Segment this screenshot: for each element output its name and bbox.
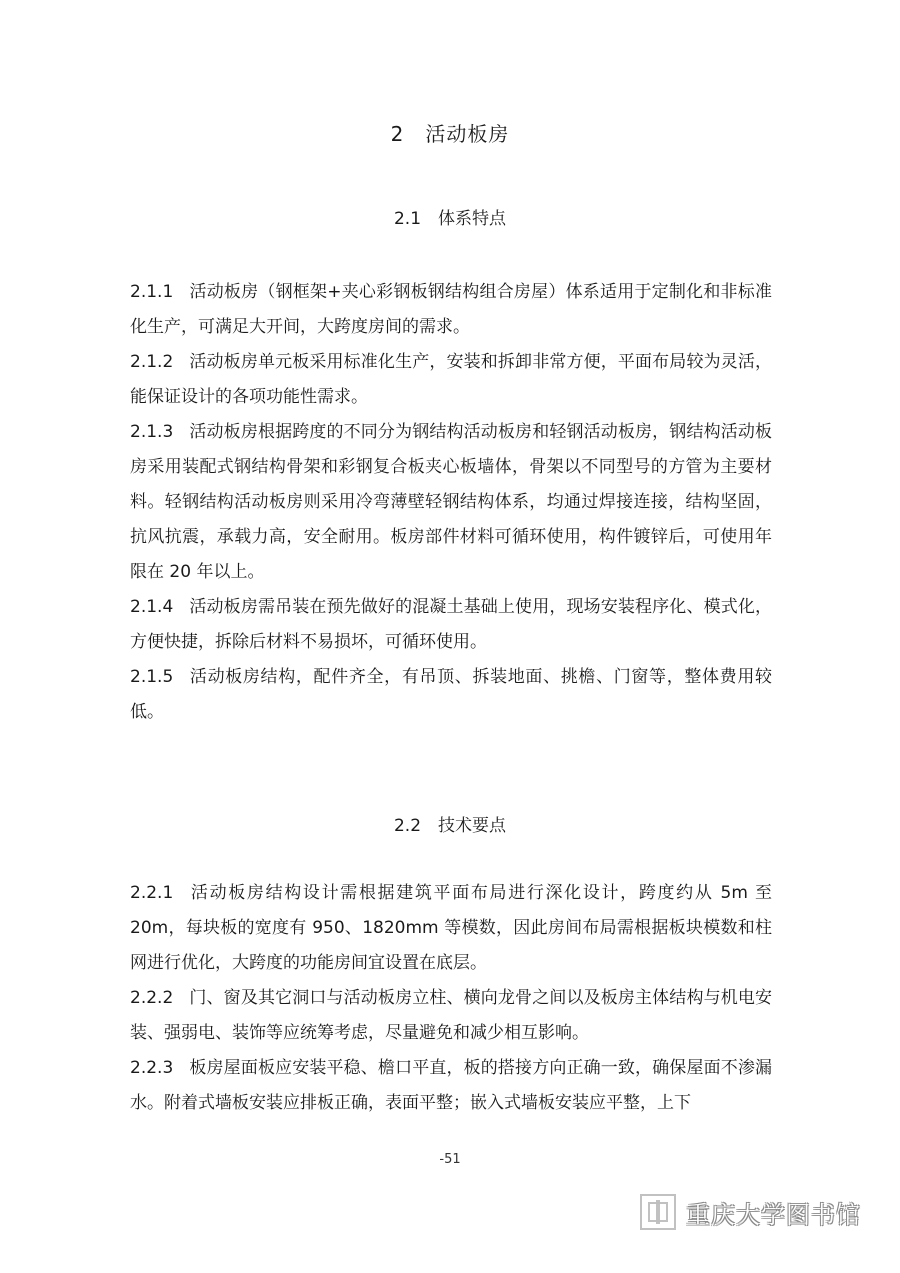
section-title-2-2: 2.2 技术要点 (393, 816, 507, 836)
clause (130, 981, 772, 1051)
clause (130, 345, 772, 415)
clause-number: 2.1.5 (130, 667, 174, 687)
clause (130, 275, 772, 345)
clause-text: 门、窗及其它洞口与活动板房立柱、横向龙骨之间以及板房主体结构与机电安装、强弱电、装饰等应统筹考虑，尽量避免和减少相互影响。 (130, 988, 772, 1043)
clause-number: 2.1.2 (130, 352, 174, 372)
clause-number: 2.1.1 (130, 282, 174, 302)
clause-text: 活动板房结构设计需根据建筑平面布局进行深化设计，跨度约从 5m 至 20m，每块板的宽度有 950、1820mm 等模数，因此房间布局需根据板块模数和柱网进行优化，大跨度的功能房间宜设置在底层。 (130, 883, 772, 973)
clause (130, 1051, 772, 1121)
clause-number: 2.1.4 (130, 597, 174, 617)
clause-text: 板房屋面板应安装平稳、檐口平直，板的搭接方向正确一致，确保屋面不渗漏水。附着式墙板安装应排板正确，表面平整；嵌入式墙板安装应平整，上下 (130, 1058, 772, 1113)
section-body-2-2 (130, 876, 772, 1121)
library-name: 重庆大学图书馆 (686, 1200, 861, 1229)
clause-number: 2.2.2 (130, 988, 174, 1008)
clause (130, 415, 772, 590)
chapter-title: 2 活动板房 (390, 122, 510, 146)
library-watermark (640, 1190, 880, 1234)
clause-number: 2.2.1 (130, 883, 174, 903)
clause-text: 活动板房需吊装在预先做好的混凝土基础上使用，现场安装程序化、模式化，方便快捷，拆除后材料不易损坏，可循环使用。 (130, 597, 772, 652)
clause-text: 活动板房结构，配件齐全，有吊顶、拆装地面、挑檐、门窗等，整体费用较低。 (130, 667, 772, 722)
clause (130, 660, 772, 730)
clause-text: 活动板房（钢框架+夹心彩钢板钢结构组合房屋）体系适用于定制化和非标准化生产，可满足大开间，大跨度房间的需求。 (130, 282, 772, 337)
clause (130, 876, 772, 981)
clause-text: 活动板房单元板采用标准化生产，安装和拆卸非常方便，平面布局较为灵活，能保证设计的各项功能性需求。 (130, 352, 772, 407)
page-number: -51 (439, 1152, 461, 1167)
clause-number: 2.1.3 (130, 422, 174, 442)
clause-text: 活动板房根据跨度的不同分为钢结构活动板房和轻钢活动板房，钢结构活动板房采用装配式钢结构骨架和彩钢复合板夹心板墙体，骨架以不同型号的方管为主要材料。轻钢结构活动板房则采用冷弯薄壁轻钢结构体系，均通过焊接连接，结构坚固，抗风抗震，承载力高，安全耐用。板房部件材料可循环使用，构件镀锌后，可使用年限在 20 年以上。 (130, 422, 772, 582)
section-body-2-1 (130, 275, 772, 730)
clause-number: 2.2.3 (130, 1058, 174, 1078)
section-title-2-1: 2.1 体系特点 (393, 209, 507, 229)
clause (130, 590, 772, 660)
library-seal-icon (640, 1194, 676, 1230)
